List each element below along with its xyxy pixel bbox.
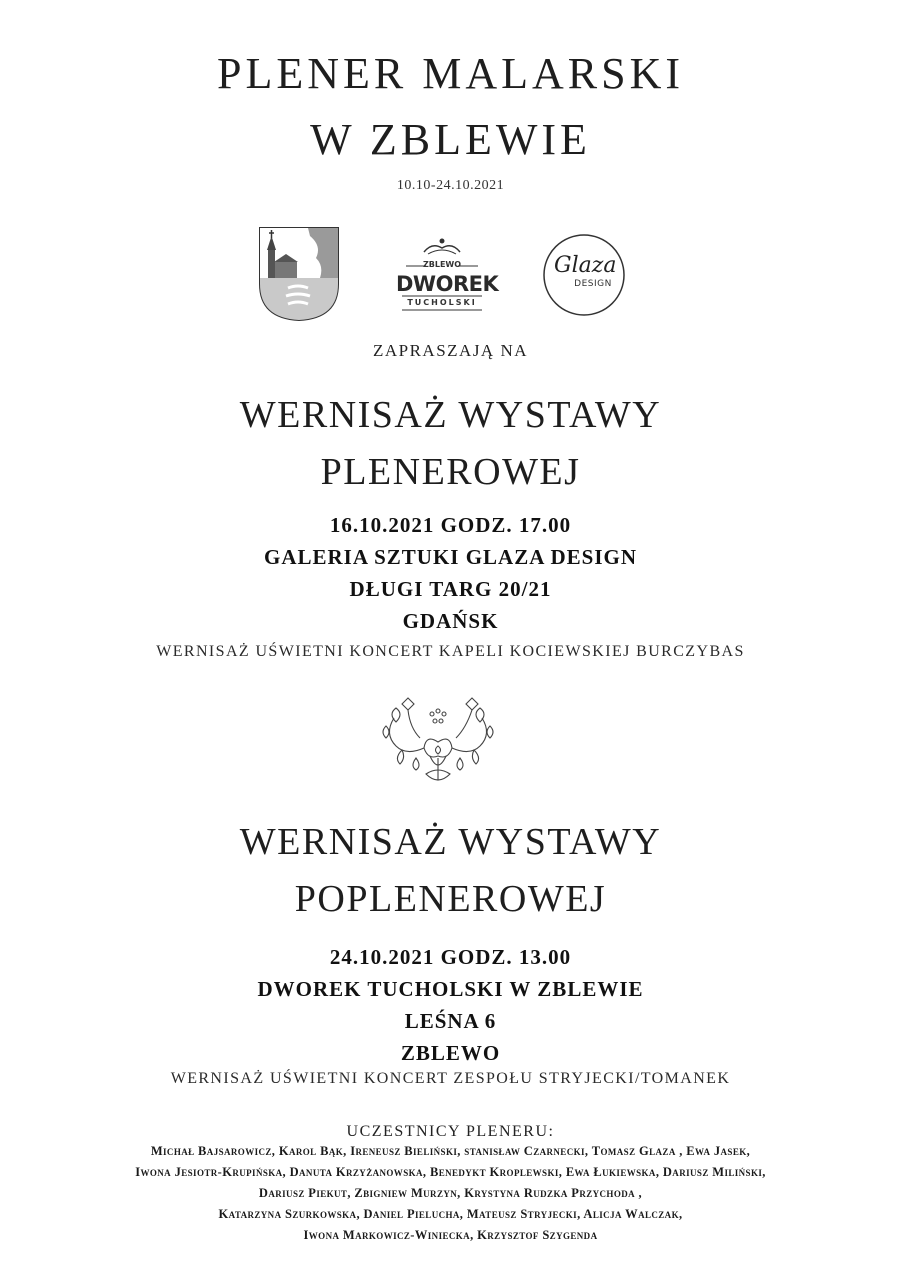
event2-heading-line-2: POPLENEROWEJ	[294, 878, 607, 920]
floral-ornament-icon	[376, 694, 500, 788]
event2-datetime: 24.10.2021 GODZ. 13.00	[329, 945, 572, 969]
dworek-small-text: ZBLEWO	[422, 260, 462, 269]
zblewo-coat-of-arms-icon	[258, 226, 340, 322]
dworek-main-text: DWOREK	[396, 272, 499, 296]
event1-street: DŁUGI TARG 20/21	[349, 577, 552, 601]
event1-datetime: 16.10.2021 GODZ. 17.00	[329, 513, 572, 537]
event2-venue: DWOREK TUCHOLSKI W ZBLEWIE	[257, 977, 644, 1001]
glaza-sub-text: DESIGN	[574, 279, 612, 289]
participants-label: UCZESTNICY PLENERU:	[346, 1123, 555, 1140]
event1-heading-line-1: WERNISAŻ WYSTAWY	[239, 394, 662, 436]
event1-heading-line-2: PLENEROWEJ	[320, 451, 581, 493]
title-line-1: PLENER MALARSKI	[216, 49, 685, 98]
event1-venue: GALERIA SZTUKI GLAZA DESIGN	[263, 545, 638, 569]
event2-street: LEŚNA 6	[404, 1009, 497, 1033]
glaza-script-text: Glaza	[554, 253, 617, 278]
event2-city: ZBLEWO	[400, 1041, 501, 1065]
participants-line: Dariusz Piekut, Zbigniew Murzyn, Krystyna Rudzka Przychoda ,	[258, 1186, 643, 1200]
event1-city: GDAŃSK	[402, 609, 499, 633]
dworek-sub-text: TUCHOLSKI	[407, 298, 477, 307]
event2-heading-line-1: WERNISAŻ WYSTAWY	[239, 821, 662, 863]
event-dates: 10.10-24.10.2021	[396, 178, 505, 193]
event2-note: WERNISAŻ UŚWIETNI KONCERT ZESPOŁU STRYJECKI/TOMANEK	[170, 1070, 731, 1087]
participants-line: Michał Bajsarowicz, Karol Bąk, Ireneusz Bieliński, stanisław Czarnecki, Tomasz Glaza , Ewa Jasek,	[150, 1144, 751, 1158]
dworek-tucholski-logo	[396, 236, 499, 322]
participants-line: Iwona Markowicz-Winiecka, Krzysztof Szygenda	[303, 1228, 598, 1242]
glaza-design-logo	[542, 233, 626, 317]
participants-line: Katarzyna Szurkowska, Daniel Pielucha, Mateusz Stryjecki, Alicja Walczak,	[218, 1207, 683, 1221]
invite-text: ZAPRASZAJĄ NA	[372, 341, 529, 360]
participants-line: Iwona Jesiotr-Krupińska, Danuta Krzyżanowska, Benedykt Kroplewski, Ewa Łukiewska, Dariusz Miliński,	[135, 1165, 766, 1179]
event1-note: WERNISAŻ UŚWIETNI KONCERT KAPELI KOCIEWSKIEJ BURCZYBAS	[156, 643, 745, 660]
title-line-2: W ZBLEWIE	[310, 115, 591, 164]
